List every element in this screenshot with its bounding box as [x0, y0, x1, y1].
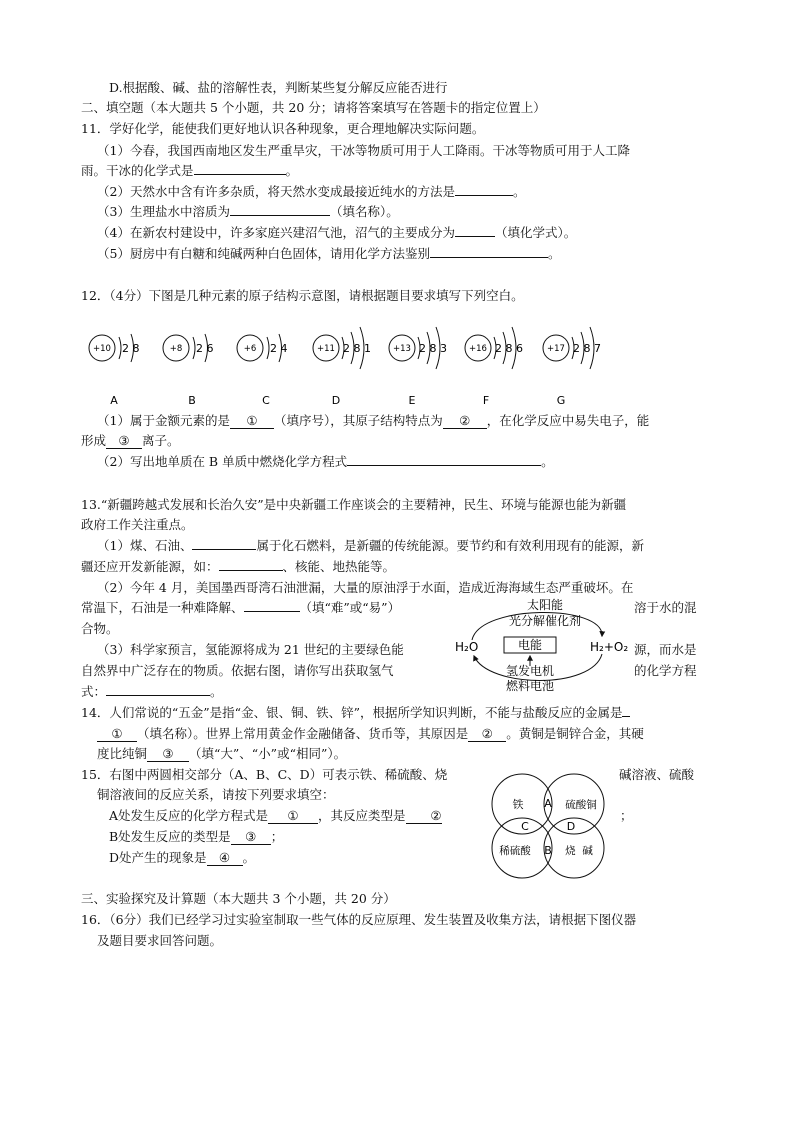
atom-C-nucleus: +6 [243, 344, 257, 354]
diagram-center-label: 电能 [517, 638, 543, 652]
q12-part1-text-e: 离子。 [142, 433, 180, 448]
q13-blank-3[interactable] [244, 611, 300, 612]
q12-stem: 12．（4分）下图是几种元素的原子结构示意图，请根据题目要求填写下列空白。 [81, 288, 524, 303]
q13-part1-text-a: （1）煤、石油、 [97, 538, 193, 553]
section-3-title: 三、实验探究及计算题（本大题共 3 个小题，共 20 分） [81, 891, 396, 906]
q14-line1 [81, 704, 630, 722]
q14-blank-3[interactable]: ③ [147, 746, 189, 762]
q15-blank-3[interactable]: ③ [231, 829, 271, 845]
q15-part-b-end: ； [270, 829, 284, 844]
q15-part-d-end: 。 [242, 850, 256, 865]
q12-part2-text: （2）写出地单质在 B 单质中燃烧化学方程式 [97, 454, 348, 469]
q14-text-b: （填名称）。世界上常用黄金作金融储备、货币等，其原因是 [137, 726, 469, 741]
atom-E-label: E [408, 394, 416, 407]
q15-blank-1[interactable]: ① [268, 808, 318, 824]
q12-part1-text-d: 形成 [81, 433, 107, 448]
q12-blank-3[interactable]: ③ [106, 433, 142, 449]
reaction-venn-diagram [492, 764, 612, 884]
q14-text-b2: 。黄铜是铜锌合金，其硬 [506, 726, 644, 741]
atom-G-label: G [556, 394, 566, 407]
q13-part2-text-b: 常温下，石油是一种难降解、 [81, 600, 244, 615]
q12-part2 [97, 453, 554, 471]
hydrogen-cycle-diagram [452, 598, 632, 694]
q16-line1: 16．（6分）我们已经学习过实验室制取一些气体的反应原理、发生装置及收集方法，请根据下图仪器 [81, 912, 637, 927]
q12-part1-text-c: ，在化学反应中易失电子，能 [486, 413, 650, 428]
q11-part5 [97, 245, 560, 263]
atom-G-electrons: 2 8 7 [573, 342, 601, 355]
atom-E-nucleus: +13 [393, 344, 411, 354]
atom-F [465, 327, 523, 407]
option-d-text: D.根据酸、碱、盐的溶解性表，判断某些复分解反应能否进行 [109, 80, 448, 95]
q13-stem-line2: 政府工作关注重点。 [81, 517, 194, 532]
atom-D-electrons: 2 8 1 [343, 342, 371, 355]
atom-A-nucleus: +10 [93, 344, 111, 354]
q15-part-b [109, 828, 283, 846]
q13-part2-line2 [81, 599, 400, 617]
venn-label-naoh: 烧 碱 [565, 845, 593, 857]
q11-blank-3[interactable] [230, 215, 330, 216]
q13-part2-line1: （2）今年 4 月，美国墨西哥湾石油泄漏，大量的原油浮于水面，造成近海海域生态严重破坏。在 [97, 580, 634, 595]
q12-blank-4[interactable] [347, 465, 541, 466]
q15-part-a-end: ； [620, 808, 633, 823]
q15-line1: 15．右图中两圆相交部分（A、B、C、D）可表示铁、稀硫酸、烧 [81, 767, 448, 782]
section-2-title: 二、填空题（本大题共 5 个小题，共 20 分；请将答案填写在答题卡的指定位置上） [81, 100, 546, 115]
atom-D-nucleus: +11 [317, 344, 335, 354]
q11-part5-text: （5）厨房中有白糖和纯碱两种白色固体，请用化学方法鉴别 [97, 246, 430, 261]
q11-part2 [97, 183, 525, 201]
q13-part1-line1 [97, 537, 644, 555]
q14-text-c: 度比纯铜 [97, 746, 148, 761]
atom-B [163, 334, 214, 407]
q13-blank-2[interactable] [219, 570, 283, 571]
q15-line2: 铜溶液间的反应关系，请按下列要求填空： [97, 787, 335, 802]
q13-part3-line2: 自然界中广泛存在的物质。依据右图，请你写出获取氢气 [81, 663, 394, 678]
atom-E [389, 327, 447, 407]
q13-part3-line1: （3）科学家预言，氢能源将成为 21 世纪的主要绿色能 [97, 642, 404, 657]
q11-part5-end: 。 [547, 246, 561, 261]
atom-A-label: A [110, 394, 118, 407]
q12-part1-line2 [81, 432, 180, 450]
q13-part3-line3 [81, 683, 223, 701]
q11-part3-tail: （填名称）。 [329, 204, 399, 219]
q13-part1-text-c: 疆还应开发新能源，如： [81, 559, 219, 574]
atom-G-nucleus: +17 [547, 344, 565, 354]
venn-region-B: B [544, 844, 552, 857]
q13-part3-line1-right: 源，而水是 [634, 642, 697, 657]
q11-blank-1[interactable] [194, 174, 286, 175]
q12-blank-2[interactable]: ② [443, 413, 487, 429]
q15-part-d [109, 849, 255, 867]
q11-part2-end: 。 [512, 184, 526, 199]
diagram-left-label: H₂O [455, 640, 479, 654]
q11-part1-end: 。 [285, 163, 299, 178]
atom-F-nucleus: +16 [469, 344, 487, 354]
q11-blank-5[interactable] [430, 257, 548, 258]
q14-text-c-tail: （填“大”、“小”或“相同”）。 [189, 746, 347, 761]
q13-part3-line2-right: 的化学方程 [634, 663, 697, 678]
atomic-structure-diagrams [0, 310, 794, 407]
atom-B-electrons: 2 6 [196, 342, 214, 355]
q14-line2 [97, 725, 644, 743]
q13-part1-line2 [81, 558, 395, 576]
atom-G [543, 327, 601, 407]
q14-blank-1-start [622, 716, 630, 717]
q12-part1-line1 [97, 412, 649, 430]
q11-part1-line1: （1）今春，我国西南地区发生严重旱灾，干冰等物质可用于人工降雨。干冰等物质可用于人工降 [97, 143, 630, 158]
q13-part1-text-b: 属于化石燃料，是新疆的传统能源。要节约和有效利用现有的能源，新 [256, 538, 644, 553]
venn-region-D: D [566, 820, 576, 833]
diagram-catalyst-label: 光分解催化剂 [508, 614, 582, 628]
q11-part2-text: （2）天然水中含有许多杂质，将天然水变成最接近纯水的方法是 [97, 184, 455, 199]
q13-blank-1[interactable] [192, 549, 256, 550]
q13-blank-4[interactable] [106, 695, 210, 696]
atom-D-label: D [331, 394, 341, 407]
q11-blank-4[interactable] [455, 236, 495, 237]
q16-line2: 及题目要求回答问题。 [97, 933, 223, 948]
q11-part4-text: （4）在新农村建设中，许多家庭兴建沼气池，沼气的主要成分为 [97, 225, 455, 240]
atom-F-label: F [482, 394, 490, 407]
q14-text-a: 14．人们常说的“五金”是指“金、银、铜、铁、锌”，根据所学知识判断，不能与盐酸反应的金属是 [81, 705, 623, 720]
q14-blank-2[interactable]: ② [468, 726, 506, 742]
atom-B-label: B [188, 394, 196, 407]
atom-C-electrons: 2 4 [270, 342, 288, 355]
atom-A [89, 334, 140, 407]
atom-D [313, 327, 371, 407]
q14-blank-1[interactable]: ① [97, 726, 137, 742]
atom-E-electrons: 2 8 3 [419, 342, 447, 355]
q11-part3-text: （3）生理盐水中溶质为 [97, 204, 230, 219]
q13-part1-text-d: 、核能、地热能等。 [282, 559, 396, 574]
q12-part1-text-b: （填序号），其原子结构特点为 [273, 413, 443, 428]
venn-label-iron: 铁 [512, 798, 524, 811]
q15-line1-right: 碱溶液、硫酸 [619, 767, 695, 782]
q15-part-a [109, 807, 442, 825]
venn-label-cuso4: 硫酸铜 [565, 799, 597, 811]
q11-blank-2[interactable] [455, 195, 513, 196]
q15-part-d-text: D处产生的现象是 [109, 850, 207, 865]
venn-region-A: A [544, 797, 552, 810]
q11-part4 [97, 224, 576, 242]
q12-part2-end: 。 [541, 454, 554, 469]
atom-C [237, 334, 288, 407]
q13-stem-line1: 13.“新疆跨越式发展和长治久安”是中央新疆工作座谈会的主要精神，民生、环境与能源也能为新疆 [81, 497, 627, 512]
q15-blank-2[interactable]: ② [406, 808, 442, 824]
q11-stem: 11．学好化学，能使我们更好地认识各种现象，更合理地解决实际问题。 [81, 121, 485, 136]
q13-part2-text-c: （填“难”或“易”） [299, 600, 401, 615]
q11-part3 [97, 203, 399, 221]
diagram-generator-label: 氢发电机 [505, 664, 555, 678]
q13-part2-line2-right: 溶于水的混 [634, 600, 697, 615]
q15-part-b-text: B处发生反应的类型是 [109, 829, 231, 844]
atom-F-electrons: 2 8 6 [495, 342, 523, 355]
q15-blank-4[interactable]: ④ [207, 850, 243, 866]
q13-part2-line3: 合物。 [81, 621, 119, 636]
diagram-right-label: H₂+O₂ [590, 640, 629, 654]
q11-part4-tail: （填化学式）。 [494, 225, 577, 240]
atom-B-nucleus: +8 [169, 344, 183, 354]
q15-part-a-text: A处发生反应的化学方程式是 [109, 808, 269, 823]
atom-A-electrons: 2 8 [122, 342, 140, 355]
q13-part3-end: 。 [210, 684, 223, 699]
diagram-solar-label: 太阳能 [526, 598, 564, 612]
q12-part1-text-a: （1）属于金额元素的是 [97, 413, 230, 428]
q12-blank-1[interactable]: ① [230, 413, 274, 429]
q11-part1-text: 雨。干冰的化学式是 [81, 163, 194, 178]
diagram-fuel-cell-label: 燃料电池 [505, 679, 555, 693]
venn-region-C: C [521, 820, 529, 833]
q15-part-a-mid: ，其反应类型是 [318, 808, 406, 823]
q13-part3-text-e: 式： [81, 684, 107, 699]
venn-label-h2so4: 稀硫酸 [499, 845, 531, 857]
atom-C-label: C [262, 394, 270, 407]
q11-part1-line2 [81, 162, 298, 180]
q14-line3 [97, 745, 346, 763]
